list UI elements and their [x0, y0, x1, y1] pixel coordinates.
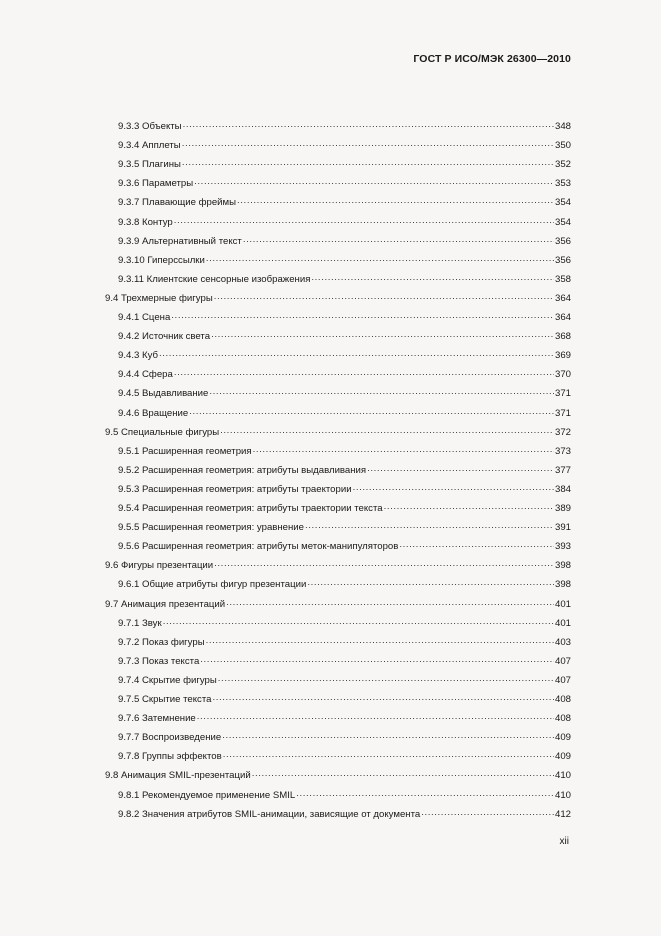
toc-leader-dots	[223, 749, 554, 761]
toc-leader-dots	[252, 768, 554, 780]
toc-entry-page: 353	[554, 178, 571, 190]
toc-entry[interactable]	[118, 497, 571, 515]
toc-leader-dots	[211, 329, 554, 341]
toc-entry-page: 370	[554, 369, 571, 381]
toc-entry-page: 358	[554, 273, 571, 285]
toc-leader-dots	[421, 807, 554, 819]
toc-entry-page: 372	[554, 426, 571, 438]
toc-entry-title: 9.5.3 Расширенная геометрия: атрибуты траектории	[118, 483, 352, 495]
toc-entry[interactable]	[118, 153, 571, 171]
toc-entry[interactable]	[118, 516, 571, 534]
toc-entry[interactable]	[118, 535, 571, 553]
toc-entry-page: 407	[554, 674, 571, 686]
toc-entry-title: 9.5.6 Расширенная геометрия: атрибуты меток-манипуляторов	[118, 541, 399, 553]
toc-leader-dots	[200, 654, 554, 666]
toc-leader-dots	[174, 215, 554, 227]
toc-leader-dots	[237, 195, 554, 207]
toc-entry[interactable]	[118, 230, 571, 248]
toc-entry[interactable]	[118, 612, 571, 630]
toc-entry[interactable]	[105, 287, 571, 305]
toc-entry-title: 9.4.2 Источник света	[118, 331, 211, 343]
toc-entry-page: 348	[554, 121, 571, 132]
toc-entry[interactable]	[105, 554, 571, 572]
toc-entry-title: 9.3.7 Плавающие фреймы	[118, 197, 237, 209]
toc-entry-title: 9.3.4 Апплеты	[118, 140, 181, 152]
toc-entry-page: 410	[554, 789, 571, 801]
toc-entry-title: 9.5.5 Расширенная геометрия: уравнение	[118, 522, 305, 534]
toc-leader-dots	[171, 310, 554, 322]
toc-entry[interactable]	[105, 421, 571, 439]
toc-leader-dots	[220, 425, 554, 437]
toc-entry-title: 9.6 Фигуры презентации	[105, 560, 214, 572]
toc-entry[interactable]	[118, 726, 571, 744]
toc-entry-page: 401	[554, 617, 571, 629]
toc-entry-title: 9.3.3 Объекты	[118, 121, 182, 132]
toc-leader-dots	[163, 616, 554, 628]
toc-entry-title: 9.5.2 Расширенная геометрия: атрибуты выдавливания	[118, 464, 367, 476]
toc-entry-title: 9.4.5 Выдавливание	[118, 388, 209, 400]
toc-entry-page: 409	[554, 732, 571, 744]
toc-entry-page: 356	[554, 254, 571, 266]
toc-entry[interactable]	[118, 344, 571, 362]
toc-entry-page: 364	[554, 292, 571, 304]
toc-entry[interactable]	[118, 440, 571, 458]
toc-leader-dots	[226, 597, 554, 609]
toc-leader-dots	[218, 673, 554, 685]
toc-entry[interactable]	[118, 325, 571, 343]
toc-leader-dots	[159, 348, 554, 360]
toc-entry[interactable]	[118, 363, 571, 381]
toc-entry-title: 9.7.7 Воспроизведение	[118, 732, 222, 744]
toc-entry-page: 373	[554, 445, 571, 457]
toc-entry-title: 9.3.6 Параметры	[118, 178, 194, 190]
toc-entry-page: 410	[554, 770, 571, 782]
toc-leader-dots	[212, 692, 554, 704]
toc-entry-title: 9.3.8 Контур	[118, 216, 173, 228]
toc-entry[interactable]	[118, 707, 571, 725]
toc-entry[interactable]	[118, 688, 571, 706]
toc-entry[interactable]	[118, 382, 571, 400]
toc-entry[interactable]	[118, 573, 571, 591]
toc-leader-dots	[183, 119, 554, 131]
toc-entry-page: 412	[554, 808, 571, 820]
toc-entry[interactable]	[118, 249, 571, 267]
toc-entry[interactable]	[105, 593, 571, 611]
toc-leader-dots	[182, 138, 554, 150]
toc-entry[interactable]	[118, 669, 571, 687]
toc-leader-dots	[243, 234, 554, 246]
toc-leader-dots	[311, 272, 554, 284]
toc-entry-title: 9.7.1 Звук	[118, 617, 162, 629]
toc-entry[interactable]	[118, 211, 571, 229]
toc-entry[interactable]	[118, 650, 571, 668]
toc-entry-title: 9.7 Анимация презентаций	[105, 598, 226, 610]
toc-entry[interactable]	[118, 745, 571, 763]
toc-leader-dots	[214, 291, 554, 303]
toc-entry-title: 9.4.1 Сцена	[118, 312, 171, 323]
toc-leader-dots	[399, 539, 554, 551]
toc-entry[interactable]	[118, 631, 571, 649]
toc-leader-dots	[296, 788, 554, 800]
toc-entry-title: 9.8 Анимация SMIL-презентаций	[105, 770, 251, 782]
toc-leader-dots	[353, 482, 554, 494]
toc-entry-title: 9.3.5 Плагины	[118, 159, 181, 171]
toc-entry-title: 9.5.1 Расширенная геометрия	[118, 445, 252, 457]
toc-entry-title: 9.4.3 Куб	[118, 350, 158, 362]
toc-entry-title: 9.7.3 Показ текста	[118, 655, 200, 667]
toc-entry-page: 350	[554, 140, 571, 152]
toc-leader-dots	[222, 730, 554, 742]
toc-entry-page: 391	[554, 522, 571, 534]
toc-entry[interactable]	[118, 115, 571, 133]
toc-leader-dots	[367, 463, 554, 475]
document-header: ГОСТ Р ИСО/МЭК 26300—2010	[413, 53, 571, 65]
toc-entry-page: 384	[554, 483, 571, 495]
toc-entry-title: 9.7.8 Группы эффектов	[118, 751, 222, 763]
toc-entry[interactable]	[105, 764, 571, 782]
toc-leader-dots	[182, 157, 554, 169]
toc-entry-page: 352	[554, 159, 571, 171]
toc-entry-page: 403	[554, 636, 571, 648]
toc-entry-title: 9.3.9 Альтернативный текст	[118, 235, 242, 247]
toc-entry-title: 9.8.2 Значения атрибутов SMIL-анимации, зависящие от документа	[118, 808, 421, 820]
toc-entry-page: 377	[554, 464, 571, 476]
toc-leader-dots	[194, 176, 554, 188]
toc-entry-page: 401	[554, 598, 571, 610]
toc-entry-title: 9.3.11 Клиентские сенсорные изображения	[118, 273, 311, 285]
toc-entry-page: 408	[554, 694, 571, 705]
toc-leader-dots	[189, 406, 554, 418]
toc-entry[interactable]	[118, 191, 571, 209]
toc-entry-page: 407	[554, 655, 571, 667]
toc-entry-title: 9.7.2 Показ фигуры	[118, 636, 205, 648]
toc-entry[interactable]	[118, 784, 571, 802]
toc-entry-title: 9.7.5 Скрытие текста	[118, 694, 212, 705]
toc-entry-title: 9.4.4 Сфера	[118, 369, 173, 381]
toc-leader-dots	[253, 444, 554, 456]
toc-entry[interactable]	[118, 402, 571, 420]
toc-entry-title: 9.6.1 Общие атрибуты фигур презентации	[118, 579, 307, 591]
toc-entry-page: 354	[554, 216, 571, 228]
toc-entry[interactable]	[118, 172, 571, 190]
toc-entry-page: 354	[554, 197, 571, 209]
toc-leader-dots	[197, 711, 554, 723]
toc-entry-title: 9.4 Трехмерные фигуры	[105, 292, 213, 304]
page-number: xii	[559, 836, 569, 847]
toc-entry-page: 371	[554, 388, 571, 400]
toc-entry-title: 9.8.1 Рекомендуемое применение SMIL	[118, 789, 296, 801]
toc-entry[interactable]	[118, 134, 571, 152]
toc-entry-page: 371	[554, 407, 571, 419]
toc-entry-page: 369	[554, 350, 571, 362]
toc-entry-page: 398	[554, 560, 571, 572]
toc-entry[interactable]	[118, 459, 571, 477]
toc-leader-dots	[206, 635, 554, 647]
toc-entry-page: 364	[554, 312, 571, 323]
toc-entry-title: 9.5 Специальные фигуры	[105, 426, 220, 438]
toc-entry-title: 9.5.4 Расширенная геометрия: атрибуты траектории текста	[118, 503, 383, 514]
toc-entry[interactable]	[118, 268, 571, 286]
toc-leader-dots	[206, 253, 554, 265]
toc-entry-page: 389	[554, 503, 571, 514]
toc-entry-page: 398	[554, 579, 571, 591]
toc-entry-page: 409	[554, 751, 571, 763]
toc-entry-page: 356	[554, 235, 571, 247]
toc-entry[interactable]	[118, 803, 571, 821]
toc-leader-dots	[384, 501, 554, 513]
toc-leader-dots	[305, 520, 554, 532]
toc-entry-title: 9.4.6 Вращение	[118, 407, 189, 419]
toc-leader-dots	[307, 577, 554, 589]
toc-leader-dots	[174, 367, 554, 379]
toc-entry-title: 9.7.6 Затемнение	[118, 713, 196, 725]
toc-entry-page: 393	[554, 541, 571, 553]
toc-entry-page: 368	[554, 331, 571, 343]
toc-leader-dots	[209, 386, 554, 398]
toc-entry-title: 9.7.4 Скрытие фигуры	[118, 674, 217, 686]
toc-entry[interactable]	[118, 306, 571, 324]
toc-entry-title: 9.3.10 Гиперссылки	[118, 254, 205, 266]
toc-leader-dots	[214, 558, 554, 570]
toc-entry-page: 408	[554, 713, 571, 725]
toc-entry[interactable]	[118, 478, 571, 496]
